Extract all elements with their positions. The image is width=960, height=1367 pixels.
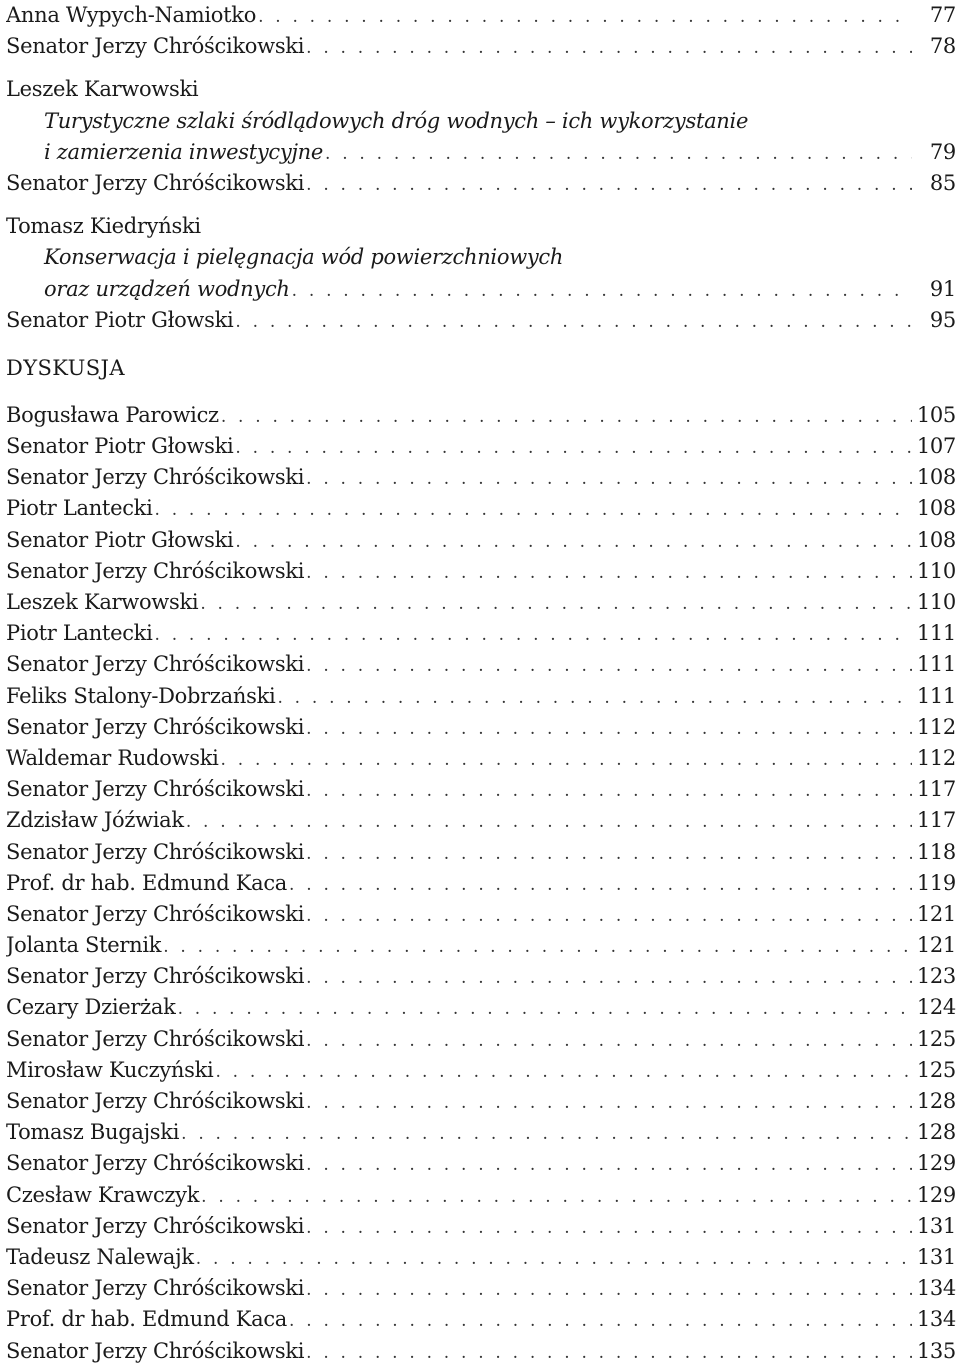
toc-entry-name: Senator Jerzy Chróścikowski bbox=[6, 34, 305, 59]
talk-title-text: oraz urządzeń wodnych bbox=[44, 276, 290, 301]
toc-entry-name: Senator Jerzy Chróścikowski bbox=[6, 1151, 305, 1176]
toc-entry bbox=[6, 168, 956, 199]
toc-entry-page: 79 bbox=[929, 139, 956, 164]
toc-entry-page: 125 bbox=[916, 1057, 956, 1082]
toc-entry-page: 91 bbox=[929, 276, 956, 301]
toc-entry-page: 107 bbox=[916, 434, 956, 459]
toc-entry-name: Senator Jerzy Chróścikowski bbox=[6, 964, 305, 989]
toc-entry bbox=[6, 431, 956, 462]
talk-speaker bbox=[6, 211, 956, 242]
toc-entry bbox=[6, 649, 956, 680]
leader-dots bbox=[306, 1275, 912, 1304]
toc-entry bbox=[6, 1055, 956, 1086]
leader-dots bbox=[186, 807, 912, 836]
toc-entry bbox=[6, 1086, 956, 1117]
toc-entry-name: Senator Jerzy Chróścikowski bbox=[6, 652, 305, 677]
toc-entry-page: 128 bbox=[916, 1120, 956, 1145]
leader-dots bbox=[306, 839, 912, 868]
toc-entry-name: Leszek Karwowski bbox=[6, 590, 199, 614]
toc-entry-page: 108 bbox=[916, 465, 956, 490]
toc-entry-page: 118 bbox=[916, 839, 956, 864]
toc-entry-page: 121 bbox=[916, 933, 956, 958]
toc-entry bbox=[6, 1304, 956, 1335]
toc-entry bbox=[6, 1273, 956, 1304]
toc-entry bbox=[6, 930, 956, 961]
toc-entry-name: Senator Jerzy Chróścikowski bbox=[6, 901, 305, 926]
leader-dots bbox=[178, 994, 912, 1023]
toc-entry bbox=[6, 868, 956, 899]
section-heading-text: DYSKUSJA bbox=[6, 355, 125, 380]
toc-entry-page: 111 bbox=[916, 621, 956, 646]
toc-entry-page: 119 bbox=[916, 870, 956, 895]
toc-entry bbox=[6, 1024, 956, 1055]
leader-dots bbox=[289, 1306, 912, 1335]
leader-dots bbox=[258, 2, 912, 31]
toc-entry-name: Senator Jerzy Chróścikowski bbox=[6, 714, 305, 739]
leader-dots bbox=[306, 1338, 912, 1367]
toc-entry bbox=[6, 305, 956, 336]
leader-dots bbox=[306, 33, 912, 62]
toc-entry-page: 131 bbox=[916, 1213, 956, 1238]
toc-entry-page: 134 bbox=[916, 1276, 956, 1301]
toc-entry bbox=[6, 712, 956, 743]
toc-entry-page: 108 bbox=[916, 496, 956, 521]
toc-entry bbox=[6, 681, 956, 712]
toc-talk-kiedrynski bbox=[6, 211, 956, 336]
talk-title-text: Konserwacja i pielęgnacja wód powierzchniowych bbox=[44, 245, 564, 270]
toc-talk-karwowski bbox=[6, 74, 956, 199]
toc-entry-page: 128 bbox=[916, 1089, 956, 1113]
leader-dots bbox=[306, 963, 912, 992]
leader-dots bbox=[215, 1057, 912, 1086]
toc-entry-page: 123 bbox=[916, 964, 956, 989]
toc-entry bbox=[6, 1336, 956, 1367]
toc-entry bbox=[6, 462, 956, 493]
leader-dots bbox=[292, 276, 912, 305]
toc-entry-page: 78 bbox=[929, 34, 956, 59]
toc-entry bbox=[6, 1242, 956, 1273]
leader-dots bbox=[306, 558, 912, 587]
leader-dots bbox=[306, 1213, 912, 1242]
leader-dots bbox=[306, 1088, 912, 1117]
toc-entry-page: 121 bbox=[916, 901, 956, 926]
toc-entry-name: Czesław Krawczyk bbox=[6, 1182, 200, 1207]
toc-entry-page: 117 bbox=[916, 777, 956, 802]
leader-dots bbox=[235, 307, 912, 336]
toc-entry-name: Senator Jerzy Chróścikowski bbox=[6, 777, 305, 802]
toc-entry-name: Tomasz Bugajski bbox=[6, 1120, 180, 1145]
talk-speaker-name: Tomasz Kiedryński bbox=[6, 214, 201, 239]
toc-entry-page: 110 bbox=[916, 590, 956, 614]
toc-entry bbox=[6, 493, 956, 524]
toc-entry-page: 85 bbox=[929, 170, 956, 195]
toc-entry-name: Jolanta Sternik bbox=[6, 933, 162, 958]
toc-entry-name: Prof. dr hab. Edmund Kaca bbox=[6, 870, 288, 895]
toc-entry-page: 112 bbox=[916, 714, 956, 739]
toc-entry-page: 111 bbox=[916, 683, 956, 708]
toc-entry bbox=[6, 618, 956, 649]
toc-entry bbox=[6, 587, 956, 618]
toc-entry bbox=[6, 992, 956, 1023]
toc-entry-page: 111 bbox=[916, 652, 956, 677]
toc-entry-name: Senator Piotr Głowski bbox=[6, 527, 234, 552]
toc-entry-name: Senator Jerzy Chróścikowski bbox=[6, 1089, 305, 1113]
toc-entry-page: 131 bbox=[916, 1244, 956, 1269]
toc-entry-page: 95 bbox=[929, 307, 956, 332]
leader-dots bbox=[235, 433, 912, 462]
toc-entry-name: Senator Jerzy Chróścikowski bbox=[6, 1338, 305, 1363]
leader-dots bbox=[181, 1119, 912, 1148]
toc-entry bbox=[6, 961, 956, 992]
toc-entry-page: 134 bbox=[916, 1307, 956, 1332]
toc-entry-page: 129 bbox=[916, 1151, 956, 1176]
leader-dots bbox=[155, 620, 912, 649]
toc-entry-page: 110 bbox=[916, 558, 956, 583]
leader-dots bbox=[306, 714, 912, 743]
toc-entry bbox=[6, 400, 956, 431]
toc-entry-name: Senator Jerzy Chróścikowski bbox=[6, 1213, 305, 1238]
toc-top-entries bbox=[6, 0, 956, 62]
toc-entry-name: Senator Piotr Głowski bbox=[6, 434, 234, 459]
talk-title-line bbox=[6, 106, 956, 137]
leader-dots bbox=[235, 527, 912, 556]
toc-entry-page: 108 bbox=[916, 527, 956, 552]
leader-dots bbox=[306, 901, 912, 930]
toc-entry-name: Tadeusz Nalewajk bbox=[6, 1244, 194, 1269]
leader-dots bbox=[221, 402, 912, 431]
toc-entry bbox=[6, 743, 956, 774]
leader-dots bbox=[155, 495, 912, 524]
leader-dots bbox=[306, 464, 912, 493]
talk-speaker bbox=[6, 74, 956, 105]
toc-entry bbox=[6, 837, 956, 868]
toc-entry bbox=[6, 525, 956, 556]
toc-entry-name: Senator Jerzy Chróścikowski bbox=[6, 839, 305, 864]
toc-entry-name: Piotr Lantecki bbox=[6, 621, 153, 646]
leader-dots bbox=[289, 870, 912, 899]
toc-entry-page: 105 bbox=[916, 402, 956, 427]
talk-speaker-name: Leszek Karwowski bbox=[6, 77, 199, 102]
toc-entry-page: 129 bbox=[916, 1182, 956, 1207]
leader-dots bbox=[306, 1150, 912, 1179]
toc-entry bbox=[6, 556, 956, 587]
toc-entry-name: Piotr Lantecki bbox=[6, 496, 153, 521]
toc-entry-page: 77 bbox=[929, 3, 956, 27]
leader-dots bbox=[277, 683, 912, 712]
toc-entry bbox=[6, 1180, 956, 1211]
toc-entry-name: Senator Jerzy Chróścikowski bbox=[6, 1276, 305, 1301]
toc-entry bbox=[6, 0, 956, 31]
talk-title-text: i zamierzenia inwestycyjne bbox=[44, 139, 324, 164]
toc-entry-name: Bogusława Parowicz bbox=[6, 402, 219, 427]
toc-entry-page: 117 bbox=[916, 808, 956, 833]
leader-dots bbox=[201, 1182, 912, 1211]
toc-entry-name: Cezary Dzierżak bbox=[6, 995, 176, 1020]
leader-dots bbox=[221, 745, 912, 774]
talk-title-line bbox=[6, 137, 956, 168]
toc-entry-name: Prof. dr hab. Edmund Kaca bbox=[6, 1307, 288, 1332]
toc-entry-page: 125 bbox=[916, 1026, 956, 1051]
toc-entry bbox=[6, 1211, 956, 1242]
toc-entry-name: Senator Jerzy Chróścikowski bbox=[6, 558, 305, 583]
toc-entry-name: Waldemar Rudowski bbox=[6, 745, 219, 770]
toc-entry-name: Zdzisław Jóźwiak bbox=[6, 808, 184, 833]
toc-entry-name: Senator Piotr Głowski bbox=[6, 307, 234, 332]
leader-dots bbox=[306, 776, 912, 805]
toc-entry-name: Senator Jerzy Chróścikowski bbox=[6, 465, 305, 490]
toc-entry-name: Mirosław Kuczyński bbox=[6, 1057, 214, 1082]
section-heading bbox=[6, 348, 956, 388]
leader-dots bbox=[196, 1244, 912, 1273]
leader-dots bbox=[163, 932, 912, 961]
leader-dots bbox=[200, 589, 912, 618]
table-of-contents bbox=[6, 0, 956, 1367]
toc-entry-page: 112 bbox=[916, 745, 956, 770]
talk-title-text: Turystyczne szlaki śródlądowych dróg wodnych – ich wykorzystanie bbox=[44, 108, 749, 133]
toc-entry-name: Feliks Stalony-Dobrzański bbox=[6, 683, 276, 708]
toc-entry-name: Anna Wypych-Namiotko bbox=[6, 3, 257, 27]
toc-entry bbox=[6, 774, 956, 805]
leader-dots bbox=[306, 170, 912, 199]
toc-entry-page: 124 bbox=[916, 995, 956, 1020]
leader-dots bbox=[325, 139, 912, 168]
toc-entry bbox=[6, 31, 956, 62]
talk-title-line bbox=[6, 242, 956, 273]
toc-entry-name: Senator Jerzy Chróścikowski bbox=[6, 170, 305, 195]
leader-dots bbox=[306, 1026, 912, 1055]
toc-entry bbox=[6, 899, 956, 930]
toc-entry bbox=[6, 1148, 956, 1179]
toc-entry-page: 135 bbox=[916, 1338, 956, 1363]
talk-title-line bbox=[6, 274, 956, 305]
leader-dots bbox=[306, 651, 912, 680]
toc-entry bbox=[6, 1117, 956, 1148]
discussion-entries bbox=[6, 400, 956, 1367]
toc-entry bbox=[6, 805, 956, 836]
toc-entry-name: Senator Jerzy Chróścikowski bbox=[6, 1026, 305, 1051]
